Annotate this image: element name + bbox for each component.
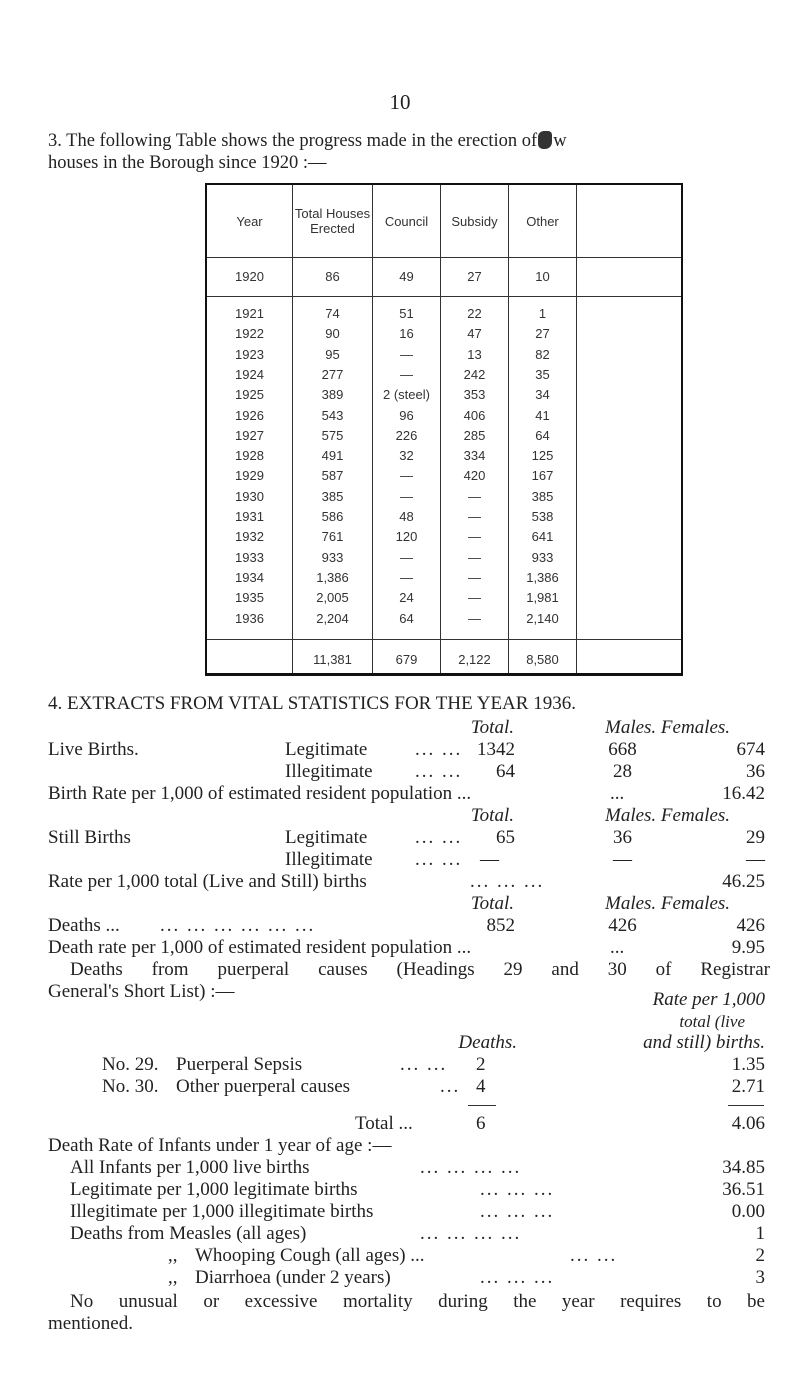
cell: — — [400, 366, 413, 382]
males-females-label: Males. Females. — [605, 717, 731, 738]
legitimate-label: Legitimate — [285, 827, 368, 848]
cell: 933 — [321, 549, 344, 565]
live-illegit-females: 36 — [746, 761, 765, 782]
cell: 679 — [395, 652, 418, 667]
cell: 1928 — [235, 448, 264, 464]
cell: 32 — [399, 448, 414, 464]
still-births-label: Still Births — [48, 827, 131, 848]
rate-header-1: Rate per 1,000 — [652, 989, 765, 1010]
death-rate-dots: ... — [610, 937, 625, 958]
total-col-label: Total. — [470, 805, 514, 826]
cell: 2,204 — [316, 610, 349, 626]
cell: 1,386 — [316, 569, 349, 585]
total-col-label: Total. — [470, 893, 514, 914]
p-total-rate: 4.06 — [731, 1113, 765, 1134]
cell: 1921 — [235, 306, 264, 321]
cell: 933 — [531, 549, 554, 565]
vital-heading: 4. EXTRACTS FROM VITAL STATISTICS FOR THE YEAR 1936. — [48, 693, 576, 714]
cell: 35 — [535, 366, 550, 382]
birth-rate-value: 16.42 — [722, 783, 765, 804]
infant-illegit-label: Illegitimate per 1,000 illegitimate births — [70, 1201, 374, 1222]
measles-label: Deaths from Measles (all ages) — [70, 1223, 307, 1244]
whooping-value: 2 — [755, 1245, 765, 1266]
dots: ... ... ... — [480, 1179, 555, 1200]
cell: 86 — [325, 269, 340, 284]
cell: 1930 — [235, 488, 264, 504]
rate-header-2: total (live — [679, 1012, 745, 1031]
puerperal-line-1: Deaths from puerperal causes (Headings 29 and 30 of Registrar — [70, 959, 770, 980]
live-legit-females: 674 — [736, 739, 765, 760]
cell: 74 — [325, 306, 340, 321]
still-legit-females: 29 — [746, 827, 765, 848]
page-number: 10 — [389, 90, 411, 114]
cell: — — [400, 488, 413, 504]
cell: 96 — [399, 407, 414, 423]
cell: — — [468, 488, 481, 504]
cell: 51 — [399, 306, 414, 321]
deaths-females: 426 — [736, 915, 765, 936]
birth-rate-label: Birth Rate per 1,000 of estimated resident population ... — [48, 783, 472, 804]
cell: 125 — [531, 448, 554, 464]
p-total-deaths: 6 — [476, 1113, 486, 1134]
cell: 420 — [463, 468, 486, 484]
cell: 226 — [395, 427, 418, 443]
still-legit-males: 36 — [613, 827, 632, 848]
cell: 64 — [535, 427, 550, 443]
males-females-label: Males. Females. — [605, 893, 731, 914]
infant-all-label: All Infants per 1,000 live births — [70, 1157, 310, 1178]
cell: 10 — [535, 269, 550, 284]
cell: 1,981 — [526, 590, 559, 606]
cell: — — [400, 346, 413, 362]
live-illegit-total: 64 — [496, 761, 515, 782]
header-year: Year — [236, 213, 263, 229]
cell: — — [468, 529, 481, 545]
measles-value: 1 — [755, 1223, 765, 1244]
illegitimate-label: Illegitimate — [285, 849, 373, 870]
header-subsidy: Subsidy — [451, 213, 498, 229]
death-rate-value: 9.95 — [731, 937, 765, 958]
still-legit-total: 65 — [496, 827, 515, 848]
cell: — — [468, 610, 481, 626]
p29-deaths: 2 — [476, 1054, 486, 1075]
p30-label: Other puerperal causes — [176, 1076, 351, 1097]
cell: 13 — [467, 346, 482, 362]
rate-header-3: and still) births. — [643, 1032, 765, 1053]
males-females-label: Males. Females. — [605, 805, 731, 826]
birth-rate-dots: ... — [610, 783, 625, 804]
ink-blot-icon — [538, 131, 552, 149]
dots: ... ... ... ... — [420, 1157, 522, 1178]
dots: ... ... — [415, 827, 463, 848]
cell: 1929 — [235, 468, 264, 484]
dots: ... ... — [415, 849, 463, 870]
cell: 1920 — [235, 269, 264, 284]
cell: — — [468, 590, 481, 606]
whooping-label: Whooping Cough (all ages) ... — [195, 1245, 425, 1266]
cell: 34 — [535, 387, 550, 403]
cell: 1932 — [235, 529, 264, 545]
deaths-col-label: Deaths. — [458, 1032, 517, 1053]
cell: 389 — [321, 387, 344, 403]
cell: 277 — [321, 366, 344, 382]
cell: — — [468, 569, 481, 585]
divider — [468, 1105, 496, 1106]
cell: 1936 — [235, 610, 264, 626]
cell: 2,140 — [526, 610, 559, 626]
deaths-label: Deaths ... — [48, 915, 120, 936]
live-legit-males: 668 — [608, 739, 637, 760]
cell: 82 — [535, 346, 550, 362]
cell: 27 — [467, 269, 482, 284]
header-council: Council — [384, 213, 429, 229]
cell: 1934 — [235, 569, 264, 585]
cell: — — [400, 468, 413, 484]
diarrhoea-label: Diarrhoea (under 2 years) — [195, 1267, 391, 1288]
houses-table — [205, 183, 683, 676]
p30-no: No. 30. — [102, 1076, 159, 1097]
ditto-mark: ,, — [168, 1267, 178, 1288]
cell: — — [468, 549, 481, 565]
infant-illegit-value: 0.00 — [731, 1201, 765, 1222]
infant-all-value: 34.85 — [722, 1157, 765, 1178]
cell: — — [400, 569, 413, 585]
cell: 41 — [535, 407, 550, 423]
cell: 1922 — [235, 326, 264, 342]
p30-rate: 2.71 — [731, 1076, 765, 1097]
cell: 22 — [467, 306, 482, 321]
intro-text-2: houses in the Borough since 1920 :— — [48, 153, 327, 173]
cell: 95 — [325, 346, 340, 362]
cell: 120 — [395, 529, 418, 545]
cell: 586 — [321, 509, 344, 524]
cell: 16 — [399, 326, 414, 342]
cell: — — [400, 549, 413, 565]
cell: 1,386 — [526, 569, 559, 585]
p29-rate: 1.35 — [731, 1054, 765, 1075]
cell: 641 — [531, 529, 554, 545]
cell: 285 — [463, 427, 486, 443]
cell: 8,580 — [526, 652, 559, 667]
p29-no: No. 29. — [102, 1054, 159, 1075]
cell: 406 — [463, 407, 486, 423]
cell: 761 — [321, 529, 344, 545]
header-blank — [577, 185, 683, 257]
header-total: Total Houses Erected — [294, 206, 371, 236]
cell: 1923 — [235, 346, 264, 362]
puerperal-line-2: General's Short List) :— — [48, 981, 235, 1002]
live-illegit-males: 28 — [613, 761, 632, 782]
cell: 385 — [531, 488, 554, 504]
cell: 1 — [538, 306, 547, 321]
cell: 27 — [535, 326, 550, 342]
cell: 1933 — [235, 549, 264, 565]
dots: ... ... — [415, 761, 463, 782]
dots: ... ... ... — [480, 1201, 555, 1222]
cell: — — [468, 509, 481, 524]
cell: 2,005 — [316, 590, 349, 606]
infant-legit-value: 36.51 — [722, 1179, 765, 1200]
still-illegit-males: — — [613, 849, 632, 870]
divider — [728, 1105, 764, 1106]
death-rate-label: Death rate per 1,000 of estimated resident population ... — [48, 937, 472, 958]
cell: 587 — [321, 468, 344, 484]
cell: 64 — [399, 610, 414, 626]
cell: 334 — [463, 448, 486, 464]
cell: 48 — [399, 509, 414, 524]
cell: 491 — [321, 448, 344, 464]
closing-line-1: No unusual or excessive mortality during the year requires to be — [70, 1291, 765, 1312]
illegitimate-label: Illegitimate — [285, 761, 373, 782]
intro-text-1b: w — [553, 131, 567, 151]
closing-line-2: mentioned. — [48, 1313, 133, 1334]
cell: 1931 — [235, 509, 264, 524]
cell: 1927 — [235, 427, 264, 443]
cell: 11,381 — [313, 652, 352, 667]
p-total-label: Total ... — [355, 1113, 413, 1134]
cell: 47 — [467, 326, 482, 342]
dots: ... ... — [570, 1245, 618, 1266]
cell: 543 — [321, 407, 344, 423]
intro-text-1: 3. The following Table shows the progress made in the erection of — [48, 131, 538, 151]
dots: ... ... — [400, 1054, 448, 1075]
dots: ... ... ... — [480, 1267, 555, 1288]
still-rate-label: Rate per 1,000 total (Live and Still) births — [48, 871, 367, 892]
dots: ... — [440, 1076, 461, 1097]
cell: 575 — [321, 427, 344, 443]
ditto-mark: ,, — [168, 1245, 178, 1266]
dots: ... ... — [415, 739, 463, 760]
cell: 1924 — [235, 366, 264, 382]
still-illegit-females: — — [746, 849, 765, 870]
cell: 353 — [463, 387, 486, 403]
cell: 49 — [399, 269, 414, 284]
dots: ... ... ... ... ... ... — [160, 915, 316, 936]
cell: 1935 — [235, 590, 264, 606]
deaths-total: 852 — [486, 915, 515, 936]
p29-label: Puerperal Sepsis — [176, 1054, 303, 1075]
dots: ... ... ... ... — [420, 1223, 522, 1244]
cell: 1926 — [235, 407, 264, 423]
infant-legit-label: Legitimate per 1,000 legitimate births — [70, 1179, 358, 1200]
cell: 2 (steel) — [383, 387, 430, 403]
still-rate-value: 46.25 — [722, 871, 765, 892]
p30-deaths: 4 — [476, 1076, 486, 1097]
cell: 167 — [531, 468, 554, 484]
live-legit-total: 1342 — [477, 739, 515, 760]
cell: 2,122 — [458, 652, 491, 667]
header-other: Other — [526, 213, 559, 229]
infant-heading: Death Rate of Infants under 1 year of age :— — [48, 1135, 392, 1156]
legitimate-label: Legitimate — [285, 739, 368, 760]
cell: 538 — [531, 509, 554, 524]
intro-paragraph — [48, 130, 763, 174]
total-col-label: Total. — [470, 717, 514, 738]
diarrhoea-value: 3 — [755, 1267, 765, 1288]
cell: 242 — [463, 366, 486, 382]
deaths-males: 426 — [608, 915, 637, 936]
cell: 385 — [321, 488, 344, 504]
cell: 24 — [399, 590, 414, 606]
still-illegit-total: — — [480, 849, 499, 870]
cell: 1925 — [235, 387, 264, 403]
cell: 90 — [325, 326, 340, 342]
dots: ... ... ... — [470, 871, 545, 892]
live-births-label: Live Births. — [48, 739, 139, 760]
